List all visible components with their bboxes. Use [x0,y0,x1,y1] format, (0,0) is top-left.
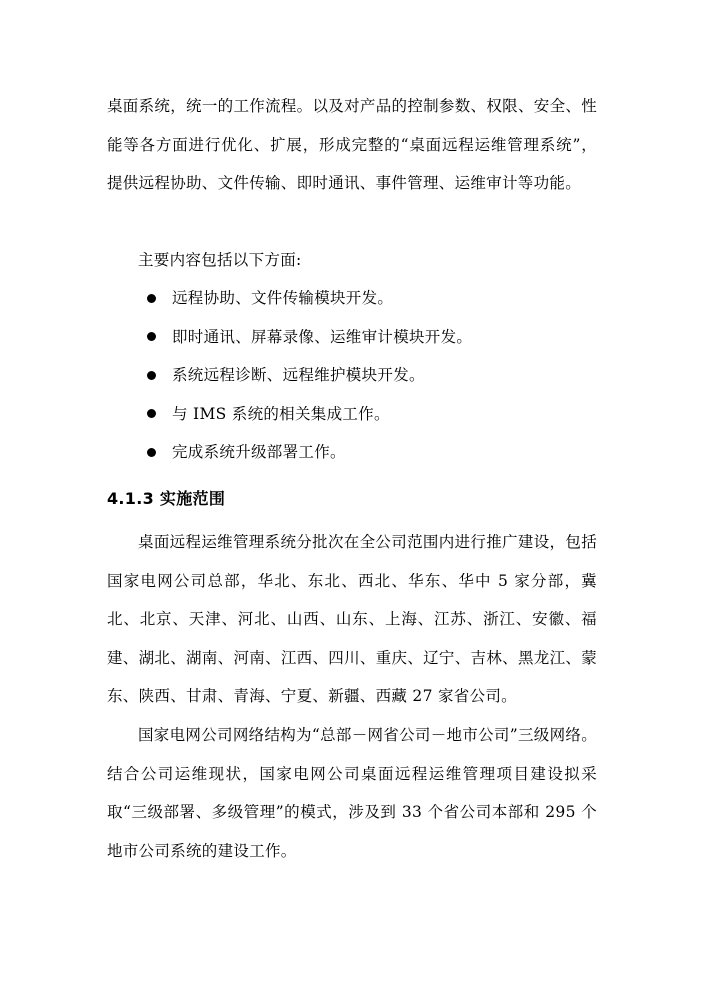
bullet-list [145,279,595,472]
bullet-dot-icon [147,409,156,418]
paragraph-network-structure: 国家电网公司网络结构为“总部－网省公司－地市公司”三级网络。结合公司运维现状，国家电网公司桌面远程运维管理项目建设拟采取“三级部署、多级管理”的模式，涉及到 33 个省公司本部和 295 个地市公司系统的建设工作。 [107,726,597,860]
list-item-text: 系统远程诊断、远程维护模块开发。 [172,366,425,384]
paragraph-main-content: 主要内容包括以下方面: [138,251,302,269]
bullet-dot-icon [147,371,156,380]
list-item-text: 与 IMS 系统的相关集成工作。 [172,404,390,423]
bullet-dot-icon [147,332,156,341]
bullet-dot-icon [147,294,156,303]
list-item [145,395,595,434]
section-heading: 4.1.3 实施范围 [107,489,226,508]
paragraph-scope: 桌面远程运维管理系统分批次在全公司范围内进行推广建设，包括国家电网公司总部，华北、东北、西北、华东、华中 5 家分部，冀北、北京、天津、河北、山西、山东、上海、江苏、浙江、安徽、福建、湖北、湖南、河南、江西、四川、重庆、辽宁、吉林、黑龙江、蒙东、陕西、甘肃、青海、宁夏、新疆、西藏 27 家省公司。 [107,533,597,705]
list-item [145,433,595,472]
list-item-text: 远程协助、文件传输模块开发。 [172,289,394,307]
list-item [145,356,595,395]
paragraph-intro: 桌面系统，统一的工作流程。以及对产品的控制参数、权限、安全、性能等各方面进行优化、扩展，形成完整的“桌面远程运维管理系统”，提供远程协助、文件传输、即时通讯、事件管理、运维审计等功能。 [107,97,597,192]
list-item [145,318,595,357]
list-item [145,279,595,318]
list-item-text: 完成系统升级部署工作。 [172,443,346,461]
list-item-text: 即时通讯、屏幕录像、运维审计模块开发。 [172,327,473,346]
bullet-dot-icon [147,448,156,457]
